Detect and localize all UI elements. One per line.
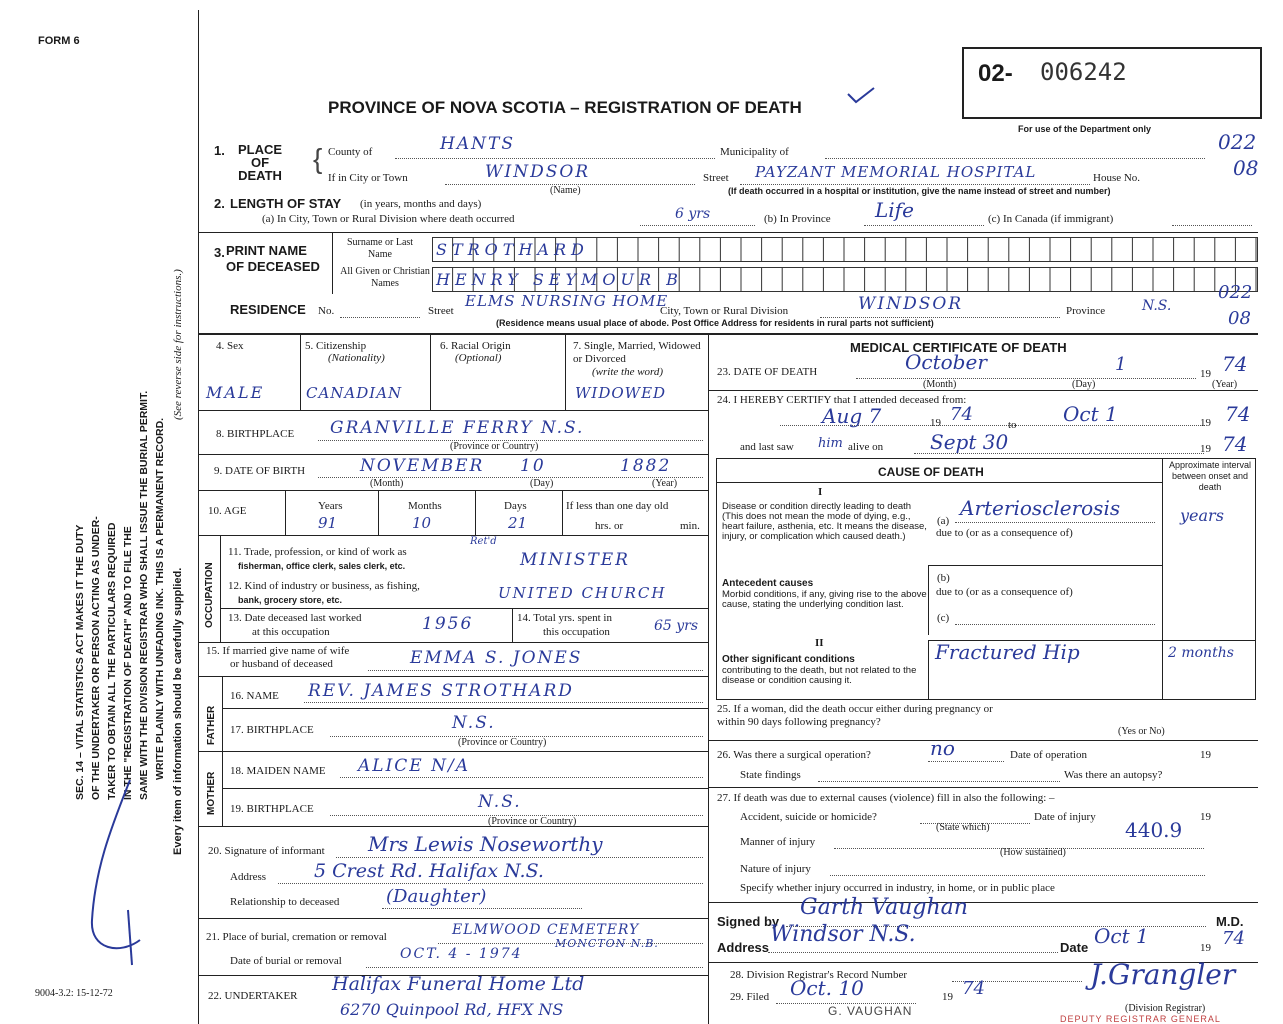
handwritten-mark-icon [80,770,150,970]
occ-div [512,608,513,642]
given-label: All Given or Christian Names [340,266,430,289]
stay-c-line [1172,225,1252,226]
undertaker-value: Halifax Funeral Home Ltd [332,973,585,995]
surname-label: Surname or Last Name [346,237,414,260]
antecedent-title: Antecedent causes [722,578,814,589]
last-saw-year: 74 [1222,432,1248,456]
disease-label: Disease or condition directly leading to death (This does not mean the mode of dying, e.g., heart failure, asthenia, etc. It means the disease, injury, or complication which caused death.) [722,501,927,542]
interval-divider [1162,458,1163,700]
med-divider-2 [708,740,1258,741]
print-name-label: PRINT NAME [226,243,307,258]
cell-divider-5 [430,333,431,410]
father-bp-caption: (Province or Country) [458,737,547,748]
years-label: Years [318,500,343,512]
cause-code: 440.9 [1125,818,1183,842]
divider-1 [198,232,1258,233]
sex-label: 4. Sex [216,340,244,352]
divider-5 [198,490,708,491]
occupation-vertical-label: OCCUPATION [204,562,215,628]
med-divider-3 [708,787,1258,788]
father-name-value: REV. JAMES STROTHARD [308,681,574,701]
burial-date-label: Date of burial or removal [230,955,342,967]
informant-address-label: Address [230,871,267,883]
municipality-label: Municipality of [720,146,789,158]
stay-number: 2. [214,196,225,211]
death-day: 1 [1115,354,1127,375]
q26-line [928,761,1004,762]
last-saw-value: Sept 30 [930,430,1009,454]
yes-no-caption: (Yes or No) [1118,726,1165,737]
op-date-label: Date of operation [1010,749,1087,761]
birthplace-value: GRANVILLE FERRY N.S. [330,418,585,438]
cause-a-value: Arteriosclerosis [960,496,1121,520]
occ11-prefix: Ret'd [470,536,497,547]
death-day-caption: (Day) [1072,379,1096,390]
county-value: HANTS [440,134,515,154]
q27-label: 27. If death was due to external causes (violence) fill in also the following: – [717,792,1055,804]
house-label: House No. [1093,172,1141,184]
county-label: County of [328,146,373,158]
city-value: WINDSOR [485,162,591,182]
form-number: FORM 6 [38,35,80,47]
filed-19: 19 [942,991,953,1003]
checkmark-icon [846,86,876,106]
dept-code-2: 08 [1233,156,1259,180]
accident-label: Accident, suicide or homicide? [740,811,877,823]
spouse-line [368,670,703,671]
informant-address-value: 5 Crest Rd. Halifax N.S. [314,860,544,882]
side-note-5: SAME WITH THE DIVISION REGISTRAR WHO SHALL ISSUE THE BURIAL PERMIT. [138,390,150,800]
dob-month-caption: (Month) [370,478,404,489]
c-marker: (c) [937,612,950,624]
cause-a-line [955,522,1155,523]
cell-divider-4 [300,333,301,410]
other-divider [928,640,929,700]
med-divider-4 [708,902,1258,903]
divider-6 [198,535,708,536]
side-note-6: WRITE PLAINLY WITH UNFADING INK. THIS IS A PERMANENT RECORD. [154,417,166,780]
residence-street-label: Street [428,305,454,317]
citizenship-label: 5. Citizenship [305,340,367,352]
mother-vertical-label: MOTHER [206,771,217,815]
death-19: 19 [1200,368,1211,380]
findings-line [818,781,1060,782]
of-deceased-label: OF DECEASED [226,259,320,274]
undertaker-address: 6270 Quinpool Rd, HFX NS [340,1000,564,1019]
how-sustained-caption: (How sustained) [1000,847,1066,858]
to-label: to [1008,419,1017,431]
burial-value: ELMWOOD CEMETERY [452,922,640,938]
divider-10 [222,708,708,709]
undertaker-label: 22. UNDERTAKER [208,990,298,1002]
occ14-hint: this occupation [543,626,610,638]
dob-day: 10 [520,456,546,476]
name-caption: (Name) [550,185,581,196]
occ13-label: 13. Date deceased last worked [228,612,362,624]
from-19: 19 [930,417,941,429]
occ11-hint: fisherman, office clerk, sales clerk, etc. [238,561,406,571]
side-note-7: (See reverse side for instructions.) [172,269,184,420]
residence-no-label: No. [318,305,335,317]
residence-label: RESIDENCE [230,302,306,317]
occ14-label: 14. Total yrs. spent in [517,612,612,624]
cause-head-line [716,482,1162,483]
birthplace-label: 8. BIRTHPLACE [216,428,295,440]
interval-title: Approximate interval between onset and death [1168,460,1252,492]
form-title: PROVINCE OF NOVA SCOTIA – REGISTRATION OF DEATH [328,98,802,117]
age-div-3 [475,490,476,535]
last-saw-19: 19 [1200,443,1211,455]
mother-name-line [340,777,703,778]
state-which-caption: (State which) [936,822,990,833]
days-value: 21 [508,514,528,532]
op-19: 19 [1200,749,1211,761]
occ14-value: 65 yrs [654,618,699,634]
citizenship-sub: (Nationality) [328,352,385,364]
cause-other-value: Fractured Hip [935,640,1080,664]
last-saw-suffix: alive on [848,441,884,453]
age-label: 10. AGE [208,505,247,517]
stay-hint: (in years, months and days) [360,198,482,210]
divider-9 [198,676,708,677]
min-label: min. [680,520,700,532]
nature-label: Nature of injury [740,863,811,875]
date-19: 19 [1200,942,1211,954]
months-value: 10 [412,514,432,532]
side-note-8: Every item of information should be carefully supplied. [172,567,184,855]
racial-sub: (Optional) [455,352,502,364]
residence-no-line [340,317,420,318]
med-address-value: Windsor N.S. [770,922,916,947]
med-address-line [768,952,1058,953]
residence-city-label: City, Town or Rural Division [660,305,789,317]
informant-address-line [278,883,703,884]
interval-other-value: 2 months [1168,645,1234,661]
spouse-hint: or husband of deceased [230,658,333,670]
stay-b-value: Life [875,198,914,222]
registrar-stamp: G. VAUGHAN [828,1004,913,1018]
stay-a-value: 6 yrs [675,206,711,222]
registration-number: 006242 [1040,58,1127,86]
md-label: M.D. [1216,914,1244,929]
mother-birthplace-label: 19. BIRTHPLACE [230,803,314,815]
signed-label: Signed by [717,914,780,929]
father-name-label: 16. NAME [230,690,279,702]
other-title: Other significant conditions [722,654,855,665]
mother-birthplace-value: N.S. [478,792,522,812]
a-marker: (a) [937,515,950,527]
residence-province-value: N.S. [1142,298,1172,314]
father-vertical-label: FATHER [206,705,217,745]
stay-label: LENGTH OF STAY [230,196,342,211]
roman-2: II [815,637,824,649]
deceased-number: 3. [214,245,225,260]
spouse-value: EMMA S. JONES [410,648,583,668]
marital-sub: (write the word) [592,366,664,378]
occ12-value: UNITED CHURCH [498,584,667,602]
certify-label: 24. I HEREBY CERTIFY that I attended deceased from: [717,394,967,406]
citizenship-value: CANADIAN [306,384,403,402]
roman-1: I [818,486,823,498]
birthplace-caption: (Province or Country) [450,441,539,452]
q26-value: no [930,736,955,760]
print-code: 9004-3.2: 15-12-72 [35,988,113,999]
residence-province-label: Province [1066,305,1106,317]
dob-month: NOVEMBER [360,456,485,476]
med-divider-1 [708,390,1258,391]
injury-date-label: Date of injury [1034,811,1096,823]
racial-label: 6. Racial Origin [440,340,511,352]
municipality-line [825,158,1205,159]
state-findings-label: State findings [740,769,801,781]
marital-value: WIDOWED [575,384,667,402]
autopsy-label: Was there an autopsy? [1064,769,1163,781]
residence-note: (Residence means usual place of abode. Post Office Address for residents in rural parts not sufficient) [496,318,934,328]
department-use-note: For use of the Department only [1018,124,1152,134]
interval-a-value: years [1180,506,1224,525]
attended-from: Aug 7 [822,404,882,428]
stay-c-label: (c) In Canada (if immigrant) [988,213,1114,225]
dept-code-3: 022 [1218,282,1253,303]
date-of-death-label: 23. DATE OF DEATH [717,366,818,378]
dob-day-caption: (Day) [530,478,554,489]
date-year: 74 [1222,928,1245,949]
father-birthplace-label: 17. BIRTHPLACE [230,724,314,736]
mother-bp-caption: (Province or Country) [488,816,577,827]
street-label: Street [703,172,729,184]
death-month-caption: (Month) [923,379,957,390]
q25-label: 25. If a woman, did the death occur either during pregnancy or within 90 days following pregnancy? [717,703,993,728]
occ11-value: MINISTER [520,550,630,570]
filed-value: Oct. 10 [790,976,864,1000]
occupation-side-div [220,535,221,642]
cause-line-b [928,565,1162,566]
informant-line [336,857,703,858]
age-div-1 [285,490,286,535]
spouse-label: 15. If married give name of wife [206,645,350,657]
date-value: Oct 1 [1094,924,1149,948]
q29-label: 29. Filed [730,991,770,1003]
death-year-caption: (Year) [1212,379,1238,390]
divider-8 [198,642,708,643]
place-of-death-label: PLACE OF DEATH [237,142,283,183]
father-birthplace-value: N.S. [452,713,496,733]
attended-to: Oct 1 [1063,402,1118,426]
dob-year-caption: (Year) [652,478,678,489]
cause-title: CAUSE OF DEATH [878,465,984,479]
manner-label: Manner of injury [740,836,816,848]
side-note-3: TAKER TO OBTAIN ALL THE PARTICULARS REQUIRED [106,522,118,800]
filed-year: 74 [962,978,985,999]
residence-street-value: ELMS NURSING HOME [465,292,669,310]
specify-label: Specify whether injury occurred in industry, in home, or in public place [740,882,1055,894]
name-section-divider [332,232,333,294]
injury-19: 19 [1200,811,1211,823]
bc-divider [928,565,929,635]
informant-value: Mrs Lewis Noseworthy [368,832,603,856]
stay-b-label: (b) In Province [764,213,831,225]
dob-label: 9. DATE OF BIRTH [214,465,306,477]
days-label: Days [504,500,527,512]
due-to-1: due to (or as a consequence of) [936,527,1073,539]
dob-year: 1882 [620,456,672,476]
divider-3 [198,410,708,411]
brace-icon: { [313,143,323,174]
registrar-general-stamp: DEPUTY REGISTRAR GENERAL [1060,1014,1221,1024]
side-note-1: SEC. 14 – VITAL STATISTICS ACT MAKES IT THE DUTY [74,524,86,800]
relationship-value: (Daughter) [386,886,487,907]
age-div-4 [562,490,563,535]
burial-label: 21. Place of burial, cremation or removal [206,931,387,943]
divider-13 [198,826,708,827]
last-saw-him: him [818,436,843,451]
antecedent-label: Morbid conditions, if any, giving rise to the above cause, stating the underlying condition last. [722,589,927,610]
years-value: 91 [318,514,338,532]
dept-code-4: 08 [1228,308,1251,329]
residence-city-value: WINDSOR [858,294,964,314]
death-year: 74 [1222,352,1248,376]
cause-c-line [955,624,1155,625]
occ13-value: 1956 [422,614,474,634]
mother-name-label: 18. MAIDEN NAME [230,765,326,777]
divider-14 [198,918,708,919]
registration-prefix: 02- [978,60,1013,87]
address-label: Address [717,940,770,955]
death-month: October [905,350,987,374]
death-date-line [856,378,1196,379]
hospital-note: (If death occurred in a hospital or institution, give the name instead of street and number) [728,186,1111,196]
age-div-2 [378,490,379,535]
medical-title: MEDICAL CERTIFICATE OF DEATH [850,340,1067,355]
b-marker: (b) [937,572,950,584]
father-name-line [304,702,703,703]
occ11-label: 11. Trade, profession, or kind of work as [228,546,407,558]
occ12-hint: bank, grocery store, etc. [238,595,343,605]
divider-2 [198,333,1258,335]
relationship-line [382,908,582,909]
last-saw-label: and last saw [740,441,794,453]
divider-12 [222,788,708,789]
burial-date-line [366,967,703,968]
nature-line [830,875,1205,876]
sex-value: MALE [206,383,265,402]
street-line [740,184,1090,185]
stay-a-line [640,225,755,226]
stay-b-line [864,225,984,226]
stay-a-label: (a) In City, Town or Rural Division where death occurred [262,213,515,225]
relationship-label: Relationship to deceased [230,896,340,908]
divider-7 [220,608,708,609]
q26-label: 26. Was there a surgical operation? [717,749,871,761]
form-left-border [198,10,199,1024]
q28-label: 28. Division Registrar's Record Number [730,969,908,981]
dept-code-1: 022 [1218,130,1257,154]
months-label: Months [408,500,442,512]
cell-divider-6 [565,333,566,410]
signed-value: Garth Vaughan [800,895,968,920]
attended-from-year: 74 [950,404,973,425]
occ13-hint: at this occupation [252,626,330,638]
place-number: 1. [214,143,225,158]
registrar-signature: J.Grangler [1090,958,1236,991]
given-names-value: HENRY SEYMOUR B [436,270,683,289]
divider-4 [198,454,708,455]
date-label: Date [1060,940,1089,955]
surname-value: STROTHARD [436,240,589,259]
burial-date-value: OCT. 4 - 1974 [400,946,523,962]
informant-label: 20. Signature of informant [208,845,325,857]
other-label: contributing to the death, but not related to the disease or condition causing it. [722,665,917,686]
to-19: 19 [1200,417,1211,429]
county-line [395,158,715,159]
hrs-label: hrs. or [595,520,624,532]
attended-to-year: 74 [1225,402,1251,426]
marital-label: 7. Single, Married, Widowed or Divorced [573,340,701,365]
registrar-caption: (Division Registrar) [1125,1003,1206,1014]
due-to-2: due to (or as a consequence of) [936,586,1073,598]
side-note-2: OF THE UNDERTAKER OR PERSON ACTING AS UNDER- [90,516,102,800]
street-value: PAYZANT MEMORIAL HOSPITAL [755,163,1037,181]
divider-11 [198,751,708,752]
occ12-label: 12. Kind of industry or business, as fishing, [228,580,420,592]
mother-name-value: ALICE N/A [358,756,470,776]
burial-value-2: MONCTON N.B. [555,937,659,950]
less-day-label: If less than one day old [566,500,669,512]
side-note-4: IN THE "REGISTRATION OF DEATH" AND TO FILE THE [122,526,134,800]
city-label: If in City or Town [328,172,408,184]
column-divider [708,333,709,1024]
